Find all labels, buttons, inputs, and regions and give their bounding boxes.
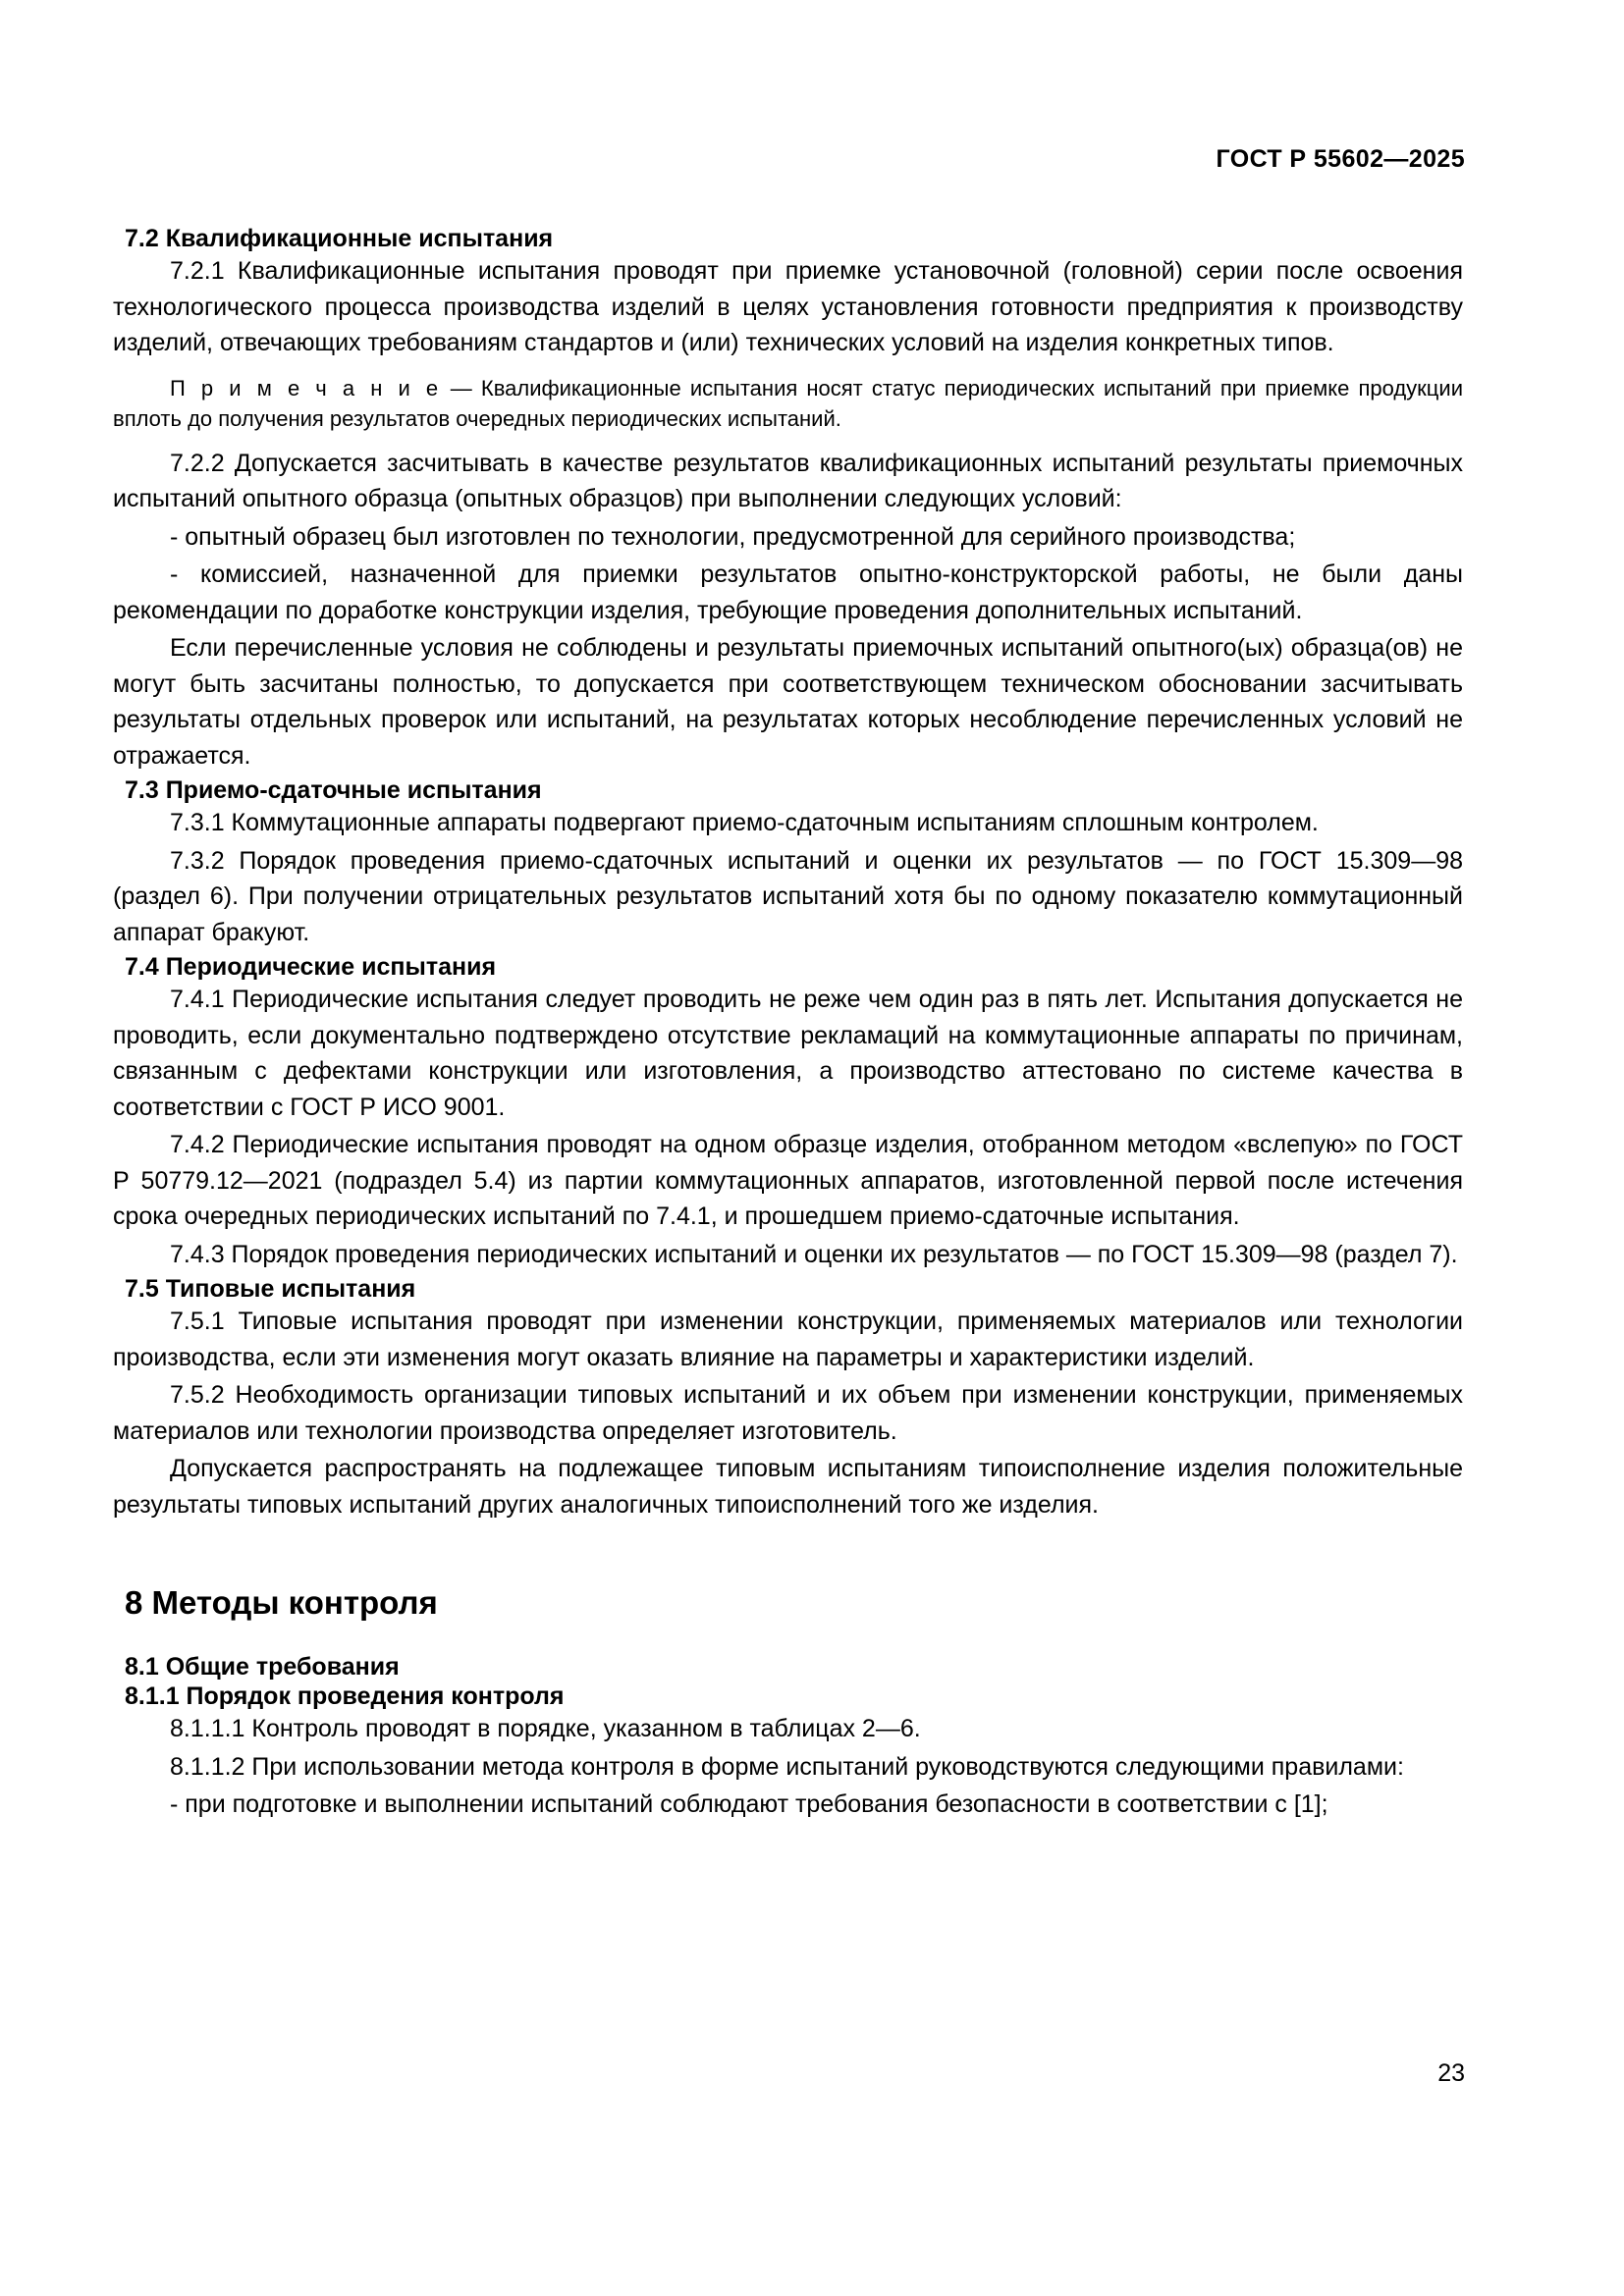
heading-7-5: 7.5 Типовые испытания (125, 1275, 416, 1304)
heading-7-2: 7.2 Квалификационные испытания (125, 225, 554, 252)
heading-8-1-1: 8.1.1 Порядок проведения контроля (125, 1682, 565, 1711)
paragraph-7-5-3: Допускается распространять на подлежащее типовым испытаниям типоисполнение изделия положительные результаты типовых испытаний других аналогичных типоисполнений того же изделия. (113, 1455, 1463, 1519)
note-text: — Квалификационные испытания носят статус периодических испытаний при приемке продукции вплоть до получения результатов очередных периодических испытаний. (113, 375, 1463, 431)
page-number: 23 (1437, 2059, 1465, 2087)
bullet-7-2-2-a: - опытный образец был изготовлен по технологии, предусмотренной для серийного производства; (170, 522, 1296, 551)
note-label: П р и м е ч а н и е (170, 375, 442, 400)
paragraph-7-4-1: 7.4.1 Периодические испытания следует проводить не реже чем один раз в пять лет. Испытания допускается не проводить, если документально подтверждено отсутствие рекламаций на коммутационные аппараты по причинам, связанным с дефектами конструкции или изготовления, а производство аттестовано по системе качества в соответствии с ГОСТ Р ИСО 9001. (113, 986, 1463, 1121)
bullet-7-2-2-b: - комиссией, назначенной для приемки результатов опытно-конструкторской работы, не были даны рекомендации по доработке конструкции изделия, требующие проведения дополнительных испытаний. (113, 561, 1463, 624)
paragraph-7-4-2: 7.4.2 Периодические испытания проводят на одном образце изделия, отобранном методом «вслепую» по ГОСТ Р 50779.12—2021 (подраздел 5.4) из партии коммутационных аппаратов, изготовленной первой после истечения срока очередных периодических испытаний по 7.4.1, и прошедшем приемо-сдаточные испытания. (113, 1131, 1463, 1231)
heading-7-4: 7.4 Периодические испытания (125, 953, 497, 982)
paragraph-7-5-1: 7.5.1 Типовые испытания проводят при изменении конструкции, применяемых материалов или технологии производства, если эти изменения могут оказать влияние на параметры и характеристики изделий. (113, 1308, 1463, 1371)
heading-7-3: 7.3 Приемо-сдаточные испытания (125, 776, 542, 805)
paragraph-8-1-1-1: 8.1.1.1 Контроль проводят в порядке, указанном в таблицах 2—6. (170, 1715, 921, 1743)
paragraph-7-2-2: 7.2.2 Допускается засчитывать в качестве результатов квалификационных испытаний результаты приемочных испытаний опытного образца (опытных образцов) при выполнении следующих условий: (113, 449, 1463, 513)
paragraph-7-2-1: 7.2.1 Квалификационные испытания проводят при приемке установочной (головной) серии после освоения технологического процесса производства изделий в целях установления готовности предприятия к производству изделий, отвечающих требованиям стандартов и (или) технических условий на изделия конкретных типов. (113, 257, 1463, 356)
paragraph-7-3-2: 7.3.2 Порядок проведения приемо-сдаточных испытаний и оценки их результатов — по ГОСТ 15.309—98 (раздел 6). При получении отрицательных результатов испытаний хотя бы по одному показателю коммутационный аппарат бракуют. (113, 846, 1463, 946)
paragraph-7-3-1: 7.3.1 Коммутационные аппараты подвергают приемо-сдаточным испытаниям сплошным контролем. (170, 809, 1319, 837)
heading-8-1: 8.1 Общие требования (125, 1653, 400, 1682)
paragraph-7-4-3: 7.4.3 Порядок проведения периодических испытаний и оценки их результатов — по ГОСТ 15.309—98 (раздел 7). (170, 1240, 1458, 1268)
paragraph-7-2-3: Если перечисленные условия не соблюдены и результаты приемочных испытаний опытного(ых) образца(ов) не могут быть засчитаны полностью, то допускается при соответствующем техническом обосновании засчитывать результаты отдельных проверок или испытаний, на результатах которых несоблюдение перечисленных условий не отражается. (113, 634, 1463, 770)
paragraph-8-1-1-2: 8.1.1.2 При использовании метода контроля в форме испытаний руководствуются следующими правилами: (170, 1752, 1404, 1781)
paragraph-7-5-2: 7.5.2 Необходимость организации типовых испытаний и их объем при изменении конструкции, применяемых материалов или технологии производства определяет изготовитель. (113, 1381, 1463, 1445)
text-column (113, 224, 1463, 1825)
heading-8: 8 Методы контроля (125, 1584, 438, 1622)
note-7-2-1 (113, 373, 1463, 434)
bullet-8-1-1-2-a: - при подготовке и выполнении испытаний соблюдают требования безопасности в соответствии с [1]; (170, 1790, 1328, 1819)
running-head: ГОСТ Р 55602—2025 (1216, 145, 1465, 173)
